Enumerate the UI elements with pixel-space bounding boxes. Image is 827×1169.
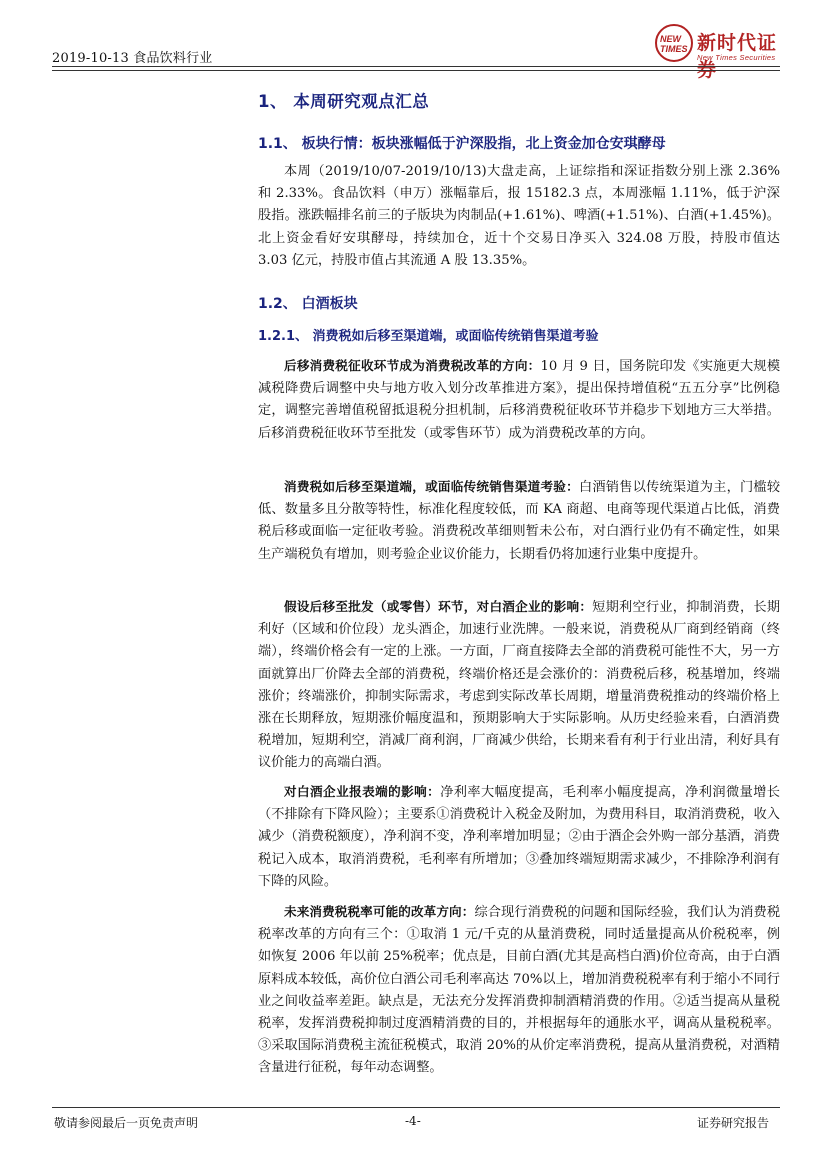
logo-chinese-name: 新时代证券	[697, 32, 778, 81]
header-rule-thin	[52, 70, 780, 71]
footer-rule	[52, 1107, 780, 1108]
paragraph-body: 10 月 9 日，国务院印发《实施更大规模减税降费后调整中央与地方收入划分改革推进方案》，提出保持增值税“五五分享”比例稳定，调整完善增值税留抵退税分担机制，后移消费税征收环节并稳步下划地方三大举措。后移消费税征收环节至批发（或零售环节）成为消费税改革的方向。	[258, 359, 781, 441]
paragraph-lead: 假设后移至批发（或零售）环节，对白酒企业的影响：	[284, 599, 593, 614]
section-heading-1-2: 1.2、 白酒板块	[258, 296, 358, 312]
section-heading-1-1: 1.1、 板块行情：板块涨幅低于沪深股指，北上资金加仓安琪酵母	[258, 136, 666, 152]
paragraph-body: 白酒销售以传统渠道为主，门槛较低、数量多且分散等特性，标准化程度较低，而 KA 商超、电商等现代渠道占比低，消费税后移或面临一定征收考验。消费税改革细则暂未公布，对白酒行业仍有不确定性，如果生产端税负有增加，则考验企业议价能力，长期看仍将加速行业集中度提升。	[258, 480, 781, 562]
header-date-industry: 2019-10-13 食品饮料行业	[52, 51, 213, 66]
paragraph-lead: 未来消费税税率可能的改革方向：	[284, 904, 475, 919]
logo-english-name: New Times Securities	[697, 53, 776, 62]
paragraph-consumption-tax-direction	[258, 355, 780, 445]
paragraph-lead: 消费税如后移至渠道端，或面临传统销售渠道考验：	[284, 479, 579, 494]
paragraph-financial-statement-impact	[258, 781, 780, 893]
logo-emblem-text: NEW TIMES	[660, 34, 688, 54]
section-heading-1: 1、 本周研究观点汇总	[258, 92, 430, 111]
paragraph-body: 净利率大幅度提高，毛利率小幅度提高，净利润微量增长（不排除有下降风险）；主要系①消费税计入税金及附加，为费用科目，取消消费税，收入减少（消费税额度），净利润不变，净利率增加明显；②由于酒企会外购一部分基酒，消费税记入成本，取消消费税，毛利率有所增加；③叠加终端短期需求减少，不排除净利润有下降的风险。	[258, 785, 780, 889]
company-logo	[655, 22, 780, 81]
paragraph-lead: 对白酒企业报表端的影响：	[284, 784, 441, 799]
paragraph-body: 综合现行消费税的问题和国际经验，我们认为消费税税率改革的方向有三个：①取消 1 元/千克的从量消费税，同时适量提高从价税税率，例如恢复 2006 年以前 25%税率；优点是，目前白酒(尤其是高档白酒)价位奇高，由于白酒原料成本较低，高价位白酒公司毛利率高达 70%以上，增加消费税税率有利于缩小不同行业之间收益率差距。缺点是，无法充分发挥消费抑制酒精消费的作用。②适当提高从量税税率，发挥消费税抑制过度酒精消费的目的，并根据每年的通胀水平，调高从量税税率。③采取国际消费税主流征税模式，取消 20%的从价定率消费税，提高从量消费税，对酒精含量进行征税，每年动态调整。	[258, 905, 781, 1076]
paragraph-channel-challenge	[258, 476, 780, 566]
section-heading-1-2-1: 1.2.1、 消费税如后移至渠道端，或面临传统销售渠道考验	[258, 329, 599, 344]
header-rule	[52, 66, 780, 67]
paragraph-wholesale-impact	[258, 596, 780, 775]
paragraph-body: 短期利空行业，抑制消费，长期利好（区域和价位段）龙头酒企，加速行业洗牌。一般来说，消费税从厂商到经销商（终端），终端价格会有一定的上涨。一方面，厂商直接降去全部的消费税可能性不大，另一方面就算出厂价降去全部的消费税，终端价格还是会涨价的：消费税后移，税基增加，终端涨价；终端涨价，抑制实际需求，考虑到实际改革长周期，增量消费税推动的终端价格上涨在长期释放，短期涨价幅度温和，预期影响大于实际影响。从历史经验来看，白酒消费税增加，短期利空，消减厂商利润，厂商减少供给，长期来看有利于行业出清，利好具有议价能力的高端白酒。	[258, 600, 781, 771]
logo-emblem-icon	[655, 24, 693, 62]
paragraph-lead: 后移消费税征收环节成为消费税改革的方向：	[284, 358, 541, 373]
paragraph-1-1-text: 本周（2019/10/07-2019/10/13)大盘走高，上证综指和深证指数分别上涨 2.36%和 2.33%。食品饮料（申万）涨幅靠后，报 15182.3 点，本周涨幅 1.11%，低于沪深股指。涨跌幅排名前三的子版块为肉制品(+1.61%)、啤酒(+1.51%)、白酒(+1.45%)。北上资金看好安琪酵母，持续加仓，近十个交易日净买入 324.08 万股，持股市值达 3.03 亿元，持股市值占其流通 A 股 13.35%。	[258, 164, 780, 268]
footer-disclaimer: 敬请参阅最后一页免责声明	[54, 1116, 199, 1130]
paragraph-1-1	[258, 161, 780, 272]
paragraph-future-tax-reform	[258, 901, 780, 1080]
page-number: -4-	[405, 1114, 421, 1128]
footer-report-type: 证券研究报告	[697, 1116, 770, 1130]
